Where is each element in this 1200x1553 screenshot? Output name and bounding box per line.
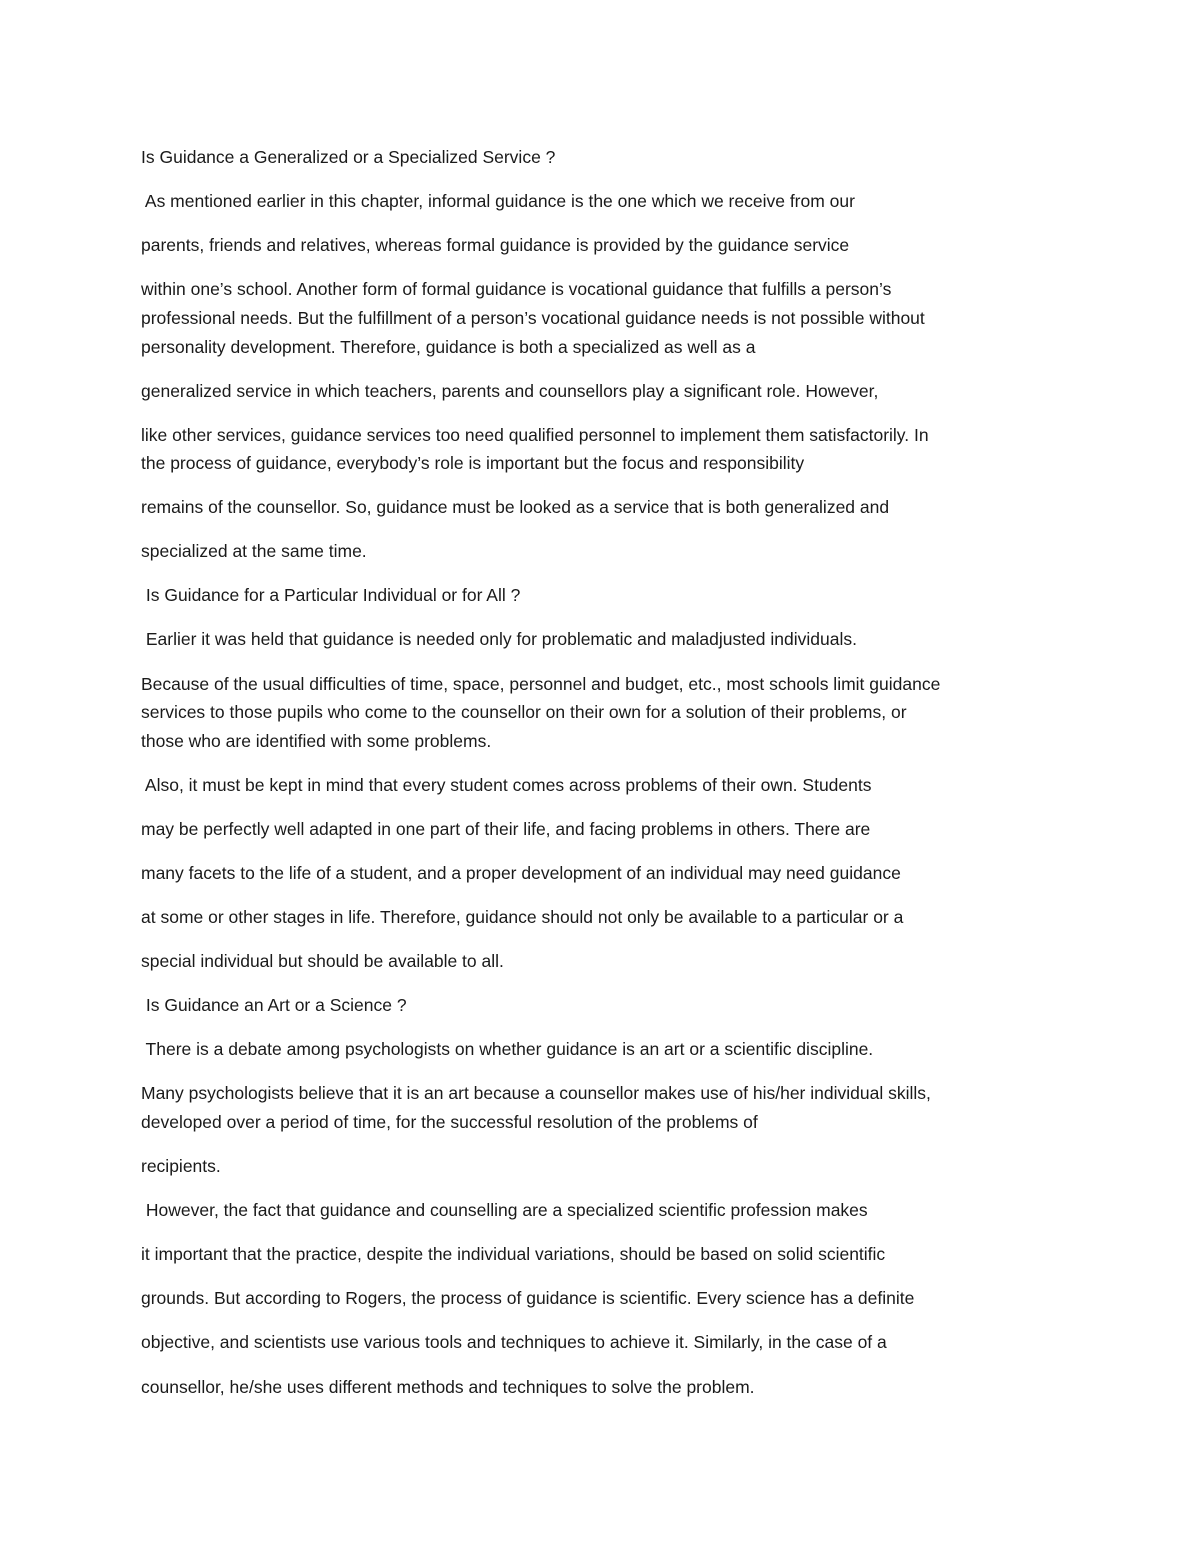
text-line: it important that the practice, despite the individual variations, should be based on solid scientific [141,1244,886,1264]
text-line: Because of the usual difficulties of time, space, personnel and budget, etc., most schools limit guidance [141,674,941,694]
text-line: counsellor, he/she uses different methods and techniques to solve the problem. [141,1377,755,1397]
text-line: those who are identified with some problems. [141,731,492,751]
text-line: within one’s school. Another form of formal guidance is vocational guidance that fulfills a person’s [141,279,892,299]
text-line: personality development. Therefore, guidance is both a specialized as well as a [141,337,756,357]
text-line: recipients. [141,1156,221,1176]
text-line: generalized service in which teachers, parents and counsellors play a significant role. However, [141,381,879,401]
text-line: professional needs. But the fulfillment of a person’s vocational guidance needs is not possible without [141,308,925,328]
text-line: developed over a period of time, for the successful resolution of the problems of [141,1112,758,1132]
text-line: many facets to the life of a student, and a proper development of an individual may need guidance [141,863,901,883]
text-line: specialized at the same time. [141,541,367,561]
text-line: like other services, guidance services too need qualified personnel to implement them satisfactorily. In [141,425,929,445]
text-line: However, the fact that guidance and counselling are a specialized scientific profession makes [141,1200,868,1220]
text-line: There is a debate among psychologists on whether guidance is an art or a scientific discipline. [141,1039,874,1059]
text-line: remains of the counsellor. So, guidance must be looked as a service that is both generalized and [141,497,890,517]
text-line: services to those pupils who come to the counsellor on their own for a solution of their problems, or [141,702,907,722]
text-line: parents, friends and relatives, whereas formal guidance is provided by the guidance service [141,235,850,255]
heading-generalized-or-specialized: Is Guidance a Generalized or a Specialized Service ? [141,147,556,167]
text-line: Many psychologists believe that it is an art because a counsellor makes use of his/her individual skills, [141,1083,931,1103]
text-line: at some or other stages in life. Therefore, guidance should not only be available to a particular or a [141,907,904,927]
text-line: grounds. But according to Rogers, the process of guidance is scientific. Every science has a definite [141,1288,915,1308]
text-line: Also, it must be kept in mind that every student comes across problems of their own. Students [141,775,872,795]
text-line: special individual but should be available to all. [141,951,504,971]
text-line: objective, and scientists use various tools and techniques to achieve it. Similarly, in the case of a [141,1332,887,1352]
text-line: As mentioned earlier in this chapter, informal guidance is the one which we receive from our [141,191,855,211]
heading-particular-or-all: Is Guidance for a Particular Individual or for All ? [141,585,521,605]
text-line: Earlier it was held that guidance is needed only for problematic and maladjusted individuals. [141,629,857,649]
heading-art-or-science: Is Guidance an Art or a Science ? [141,995,407,1015]
text-line: the process of guidance, everybody’s role is important but the focus and responsibility [141,453,805,473]
text-line: may be perfectly well adapted in one part of their life, and facing problems in others. There are [141,819,871,839]
